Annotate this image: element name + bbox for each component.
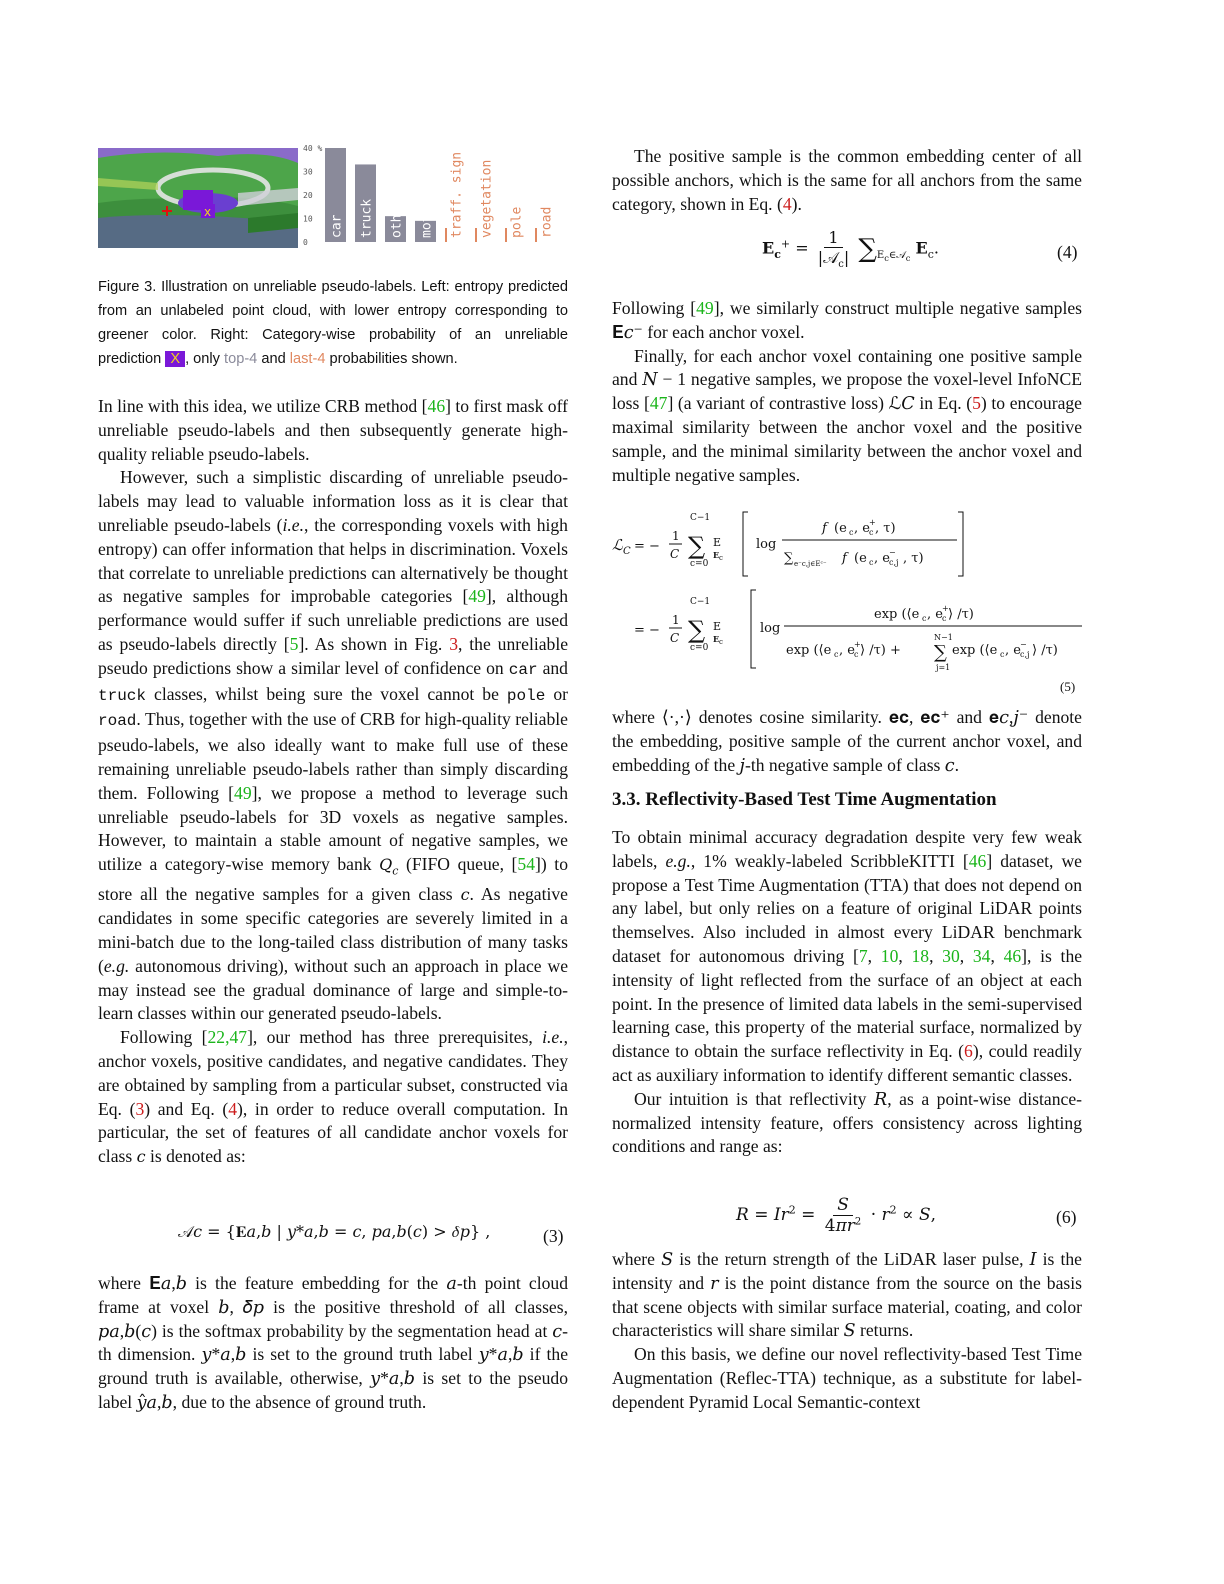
right-column-2 [612,297,1082,487]
caption-top4: top-4 [224,351,258,367]
svg-text:x: x [204,205,212,219]
svg-text:exp (⟨e: exp (⟨e [874,607,920,622]
svg-text:C: C [670,631,680,645]
y-tick-label: 10 [303,214,313,224]
bar-chart-svg [303,140,568,250]
svg-text:−: − [889,548,896,557]
svg-text:c: c [854,650,859,659]
svg-text:C−1: C−1 [690,513,711,523]
equation-3-number: (3) [543,1226,564,1246]
section-heading-3-3: 3.3. Reflectivity-Based Test Time Augmentation [612,789,997,810]
citation-link[interactable]: 49 [234,782,252,803]
svg-text:= −: = − [634,539,660,554]
citation-link[interactable]: 49 [468,586,486,607]
svg-text:, τ): , τ) [903,551,924,566]
svg-text:c=0: c=0 [690,643,709,653]
svg-text:c: c [1000,650,1005,659]
citation-link[interactable]: 46 [1003,945,1022,966]
left-paragraph-3: Following [22,47], our method has three prerequisites, i.e., anchor voxels, positive candidates, and negative candidates. They are obtained by sampling from a particular subset, constructed via Eq. (3) and Eq. (4), in order to reduce overall computation. In particular, the set of features of all candidate anchor voxels for class c is denoted as: [98,1027,568,1167]
svg-text:−: − [1020,640,1027,649]
citation-link[interactable]: 18 [911,945,930,966]
y-tick-label: 40 % [303,144,323,153]
caption-lead: Figure 3. Illustration on unreliable pseudo-labels. Left: entropy predicted from an unlabeled point cloud, with lower entropy corresponding to greener color. Right: Category-wise probability of an unreliable prediction [98,279,568,367]
right-paragraph-5: To obtain minimal accuracy degradation despite very few weak labels, e.g., 1% weakly-labeled ScribbleKITTI [46] dataset, we propose a Test Time Augmentation (TTA) that does not depend on any label, but only relies on a feature of original LiDAR points themselves. Also included in almost every LiDAR benchmark dataset for autonomous driving [7, 10, 18, 30, 34, 46], is the intensity of light reflected from the surface of an object at each point. In the presence of limited data labels in the semi-supervised learning case, this property of the material surface, normalized by distance to obtain the surface reflectivity in Eq. (6), could readily act as auxiliary information to identify different semantic classes. [612,827,1083,1085]
svg-text:c: c [922,614,927,623]
category-label: motorcyc. [419,167,435,238]
svg-text:, e: , e [854,521,870,536]
svg-text:, e: , e [874,551,890,566]
citation-link[interactable]: 34 [972,945,991,966]
svg-text:⟩ /τ): ⟩ /τ) [1032,643,1058,658]
citation-link[interactable]: 49 [696,298,714,318]
equation-ref-link[interactable]: 4 [782,193,792,214]
svg-text:exp (⟨e: exp (⟨e [952,643,998,658]
caption-and: and [261,351,286,367]
citation-link[interactable]: 54 [517,854,536,875]
right-column-4 [612,826,1082,1159]
svg-text:c,j: c,j [889,558,899,567]
svg-text:c,j: c,j [1020,650,1030,659]
equation-4-number: (4) [1057,242,1078,262]
right-paragraph-2: Following [49], we similarly construct multiple negative samples 𝐄𝑐⁻ for each anchor voxel. [612,298,1082,342]
citation-link[interactable]: 10 [880,945,899,966]
equation-5 [612,508,1082,678]
svg-text:C−1: C−1 [690,597,711,607]
entropy-point-cloud-image [98,148,298,248]
equation-5-number: (5) [1060,679,1076,694]
svg-text:c: c [869,558,874,567]
figure-caption [98,275,568,371]
entropy-heatmap [98,148,298,248]
svg-text:C: C [623,546,631,557]
svg-text:1: 1 [672,529,680,543]
svg-text:∑: ∑ [784,551,794,566]
right-paragraph-8: On this basis, we define our novel reflectivity-based Test Time Augmentation (Reflec-TTA) technique, as a substitute for label-dependent Pyramid Local Semantic-context [612,1344,1082,1412]
left-column-bottom [98,1272,568,1415]
right-paragraph-4: where ⟨·,·⟩ denotes cosine similarity. 𝐞𝐜, 𝐞𝐜⁺ and 𝐞𝑐,𝑗⁻ denote the embedding, positive sample of the current anchor voxel, and embedding of the 𝑗-th negative sample of class 𝑐. [612,707,1082,775]
svg-text:log: log [760,621,781,636]
svg-text:c: c [849,528,854,537]
equation-4: $E_c^+$ = $\frac{1}{|𝒜_c|}$ $\sum_{E_c\in 𝒜_c}$ $E_c$. [762,228,939,271]
svg-text:log: log [756,537,777,552]
category-label: oth. veh. [389,167,405,238]
right-column-3 [612,706,1082,777]
citation-link[interactable]: 46 [427,396,446,416]
svg-text:f: f [842,551,847,566]
caption-mid: , only [185,351,220,367]
svg-text:c: c [719,638,723,646]
svg-text:⟩ /τ) +: ⟩ /τ) + [860,643,901,658]
svg-text:∑: ∑ [688,532,706,560]
caption-tail: probabilities shown. [329,351,458,367]
left-paragraph-4: where 𝐄𝑎,𝑏 is the feature embedding for the 𝑎-th point cloud frame at voxel 𝑏, 𝛿𝑝 is the positive threshold of all classes, 𝑝𝑎,𝑏(𝑐) is the softmax probability by the segmentation head at 𝑐-th dimension. 𝑦*𝑎,𝑏 is set to the ground truth label 𝑦*𝑎,𝑏 if the ground truth is available, otherwise, 𝑦*𝑎,𝑏 is set to the pseudo label 𝑦̂𝑎,𝑏, due to the absence of ground truth. [98,1273,568,1412]
svg-text:N−1: N−1 [934,633,953,642]
svg-text:exp (⟨e: exp (⟨e [786,643,832,658]
citation-link[interactable]: 46 [968,850,987,871]
svg-text:, e: , e [839,643,855,658]
right-paragraph-7: where 𝑆 is the return strength of the LiDAR laser pulse, 𝐼 is the intensity and 𝑟 is the point distance from the source on the basis that scene objects with similar surface material, coating, and color characteristics will share similar 𝑆 returns. [612,1249,1082,1341]
svg-text:= −: = − [634,623,660,638]
svg-text:e⁻c,j∈Eᶜ⁻: e⁻c,j∈Eᶜ⁻ [794,560,827,568]
svg-text:E: E [713,550,720,560]
svg-text:(e: (e [854,551,867,566]
svg-text:c: c [719,554,723,562]
equation-ref-link[interactable]: 5 [972,393,981,414]
right-paragraph-3: Finally, for each anchor voxel containing one positive sample and 𝑁 − 1 negative samples, we propose the voxel-level InfoNCE loss [47] (a variant of contrastive loss) ℒ𝐶 in Eq. (5) to encourage maximal similarity between the anchor voxel and the positive sample, and the minimal similarity between the anchor voxel and multiple negative samples. [612,345,1082,485]
left-paragraph-1: In line with this idea, we utilize CRB method [46] to first mask off unreliable pseudo-labels and then subsequently generate high-quality reliable pseudo-labels. [98,396,568,464]
svg-text:(e: (e [834,521,847,536]
category-label: pole [509,206,525,238]
figure-3 [98,140,568,255]
svg-text:+: + [869,518,876,527]
svg-text:j=1: j=1 [936,663,951,672]
category-label: car [329,214,345,238]
citation-link[interactable]: 30 [942,945,960,966]
right-column-5 [612,1248,1082,1415]
svg-text:E: E [713,620,722,633]
right-column [612,145,1082,216]
equation-6: $R = Ir^2$ = $\frac{S}{4\pi r^2}$ · $r^2 \propto S$, [736,1195,937,1236]
caption-last4: last-4 [289,351,326,367]
svg-text:C: C [670,547,680,561]
svg-text:ℒ: ℒ [612,536,623,554]
y-tick-label: 0 [303,238,308,247]
svg-text:c=0: c=0 [690,559,709,569]
y-tick-label: 30 [303,167,313,177]
figure-ref-link[interactable]: 3 [449,633,459,654]
citation-link[interactable]: 47 [649,393,668,414]
svg-text:+: + [942,604,949,613]
probability-bar-chart [303,140,568,250]
citation-link[interactable]: 7 [858,945,868,966]
equation-3: 𝒜𝑐 = {𝐄𝑎,𝑏 | 𝑦*𝑎,𝑏 = 𝑐, 𝑝𝑎,𝑏(𝑐) > 𝛿𝑝} , [178,1222,491,1241]
right-paragraph-1: The positive sample is the common embedding center of all possible anchors, which is the same for all anchors from the same category, shown in Eq. (4). [612,146,1082,214]
category-label: traff. sign [449,151,465,238]
svg-text:, e: , e [1005,643,1021,658]
svg-text:∑: ∑ [688,616,706,644]
svg-text:E: E [713,536,722,549]
svg-text:E: E [713,634,720,644]
citation-link[interactable]: 22 [207,1027,226,1048]
svg-text:c: c [942,614,947,623]
svg-text:⟩ /τ): ⟩ /τ) [948,607,974,622]
svg-text:1: 1 [672,613,680,627]
right-paragraph-6: Our intuition is that reflectivity 𝑅, as a point-wise distance-normalized intensity feature, offers consistency across lighting conditions and range as: [612,1088,1082,1157]
caption-x-marker: X [165,351,185,367]
svg-text:c: c [869,528,874,537]
equation-6-number: (6) [1056,1207,1077,1227]
svg-text:, τ): , τ) [875,521,896,536]
svg-text:f: f [822,521,827,536]
citation-link[interactable]: 5 [289,633,299,654]
equation-ref-link[interactable]: 4 [228,1098,238,1119]
category-label: vegetation [479,159,495,238]
equation-ref-link[interactable]: 6 [964,1041,973,1062]
category-label: truck [359,198,375,238]
svg-text:+: + [854,640,861,649]
y-tick-label: 20 [303,191,313,200]
svg-text:, e: , e [927,607,943,622]
left-paragraph-2: However, such a simplistic discarding of unreliable pseudo-labels may lead to valuable information loss as it is clear that unreliable pseudo-labels (i.e., the corresponding voxels with high entropy) can offer information that helps in discrimination. Voxels that correlate to unreliable predictions can alternatively be thought as negative samples for improbable categories [49], although performance would suffer if such unreliable predictions are used as pseudo-labels directly [5]. As shown in Fig. 3, the unreliable pseudo predictions show a similar level of confidence on car and truck classes, whilst being sure the voxel cannot be pole or road. Thus, together with the use of CRB for high-quality reliable pseudo-labels, we also ideally want to make full use of these remaining unreliable pseudo-labels rather than simply discarding them. Following [49], we propose a method to leverage such unreliable pseudo-labels for 3D voxels as negative samples. However, to maintain a stable amount of negative samples, we utilize a category-wise memory bank $Q_c$ (FIFO queue, [54]) to store all the negative samples for a given class c. As negative candidates in some specific categories are severely limited in a mini-batch due to the long-tailed class distribution of many tasks (e.g. autonomous driving), without such an approach in place we may instead see the gradual dominance of large and simple-to-learn classes within our generated pseudo-labels. [98,467,569,1024]
svg-text:c: c [834,650,839,659]
svg-text:∑: ∑ [934,642,947,663]
equation-ref-link[interactable]: 3 [135,1098,145,1119]
citation-link[interactable]: 47 [229,1027,248,1048]
category-label: road [539,206,555,238]
left-column [98,395,568,1169]
